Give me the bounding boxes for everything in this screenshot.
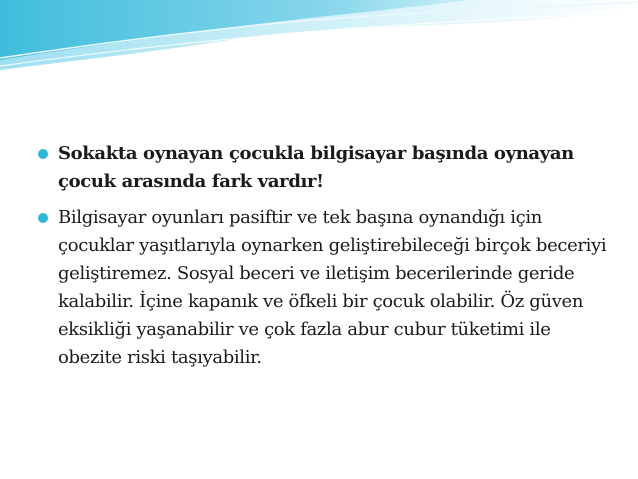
bullet-dot-icon (38, 213, 48, 223)
bullet-dot-icon (38, 149, 48, 159)
bullet-text-1: Sokakta oynayan çocukla bilgisayar başında oynayan çocuk arasında fark vardır! (58, 143, 574, 192)
bullet-item-1 (38, 140, 608, 196)
bullet-list (38, 140, 608, 380)
header-wave-decoration (0, 0, 638, 80)
bullet-item-2 (38, 204, 608, 372)
bullet-text-2: Bilgisayar oyunları pasiftir ve tek başına oynandığı için çocuklar yaşıtlarıyla oynarken geliştirebileceği birçok beceriyi geliştiremez. Sosyal beceri ve iletişim becerilerinde geride kalabilir. İçine kapanık ve öfkeli bir çocuk olabilir. Öz güven eksikliği yaşanabilir ve çok fazla abur cubur tüketimi ile obezite riski taşıyabilir. (58, 207, 607, 368)
